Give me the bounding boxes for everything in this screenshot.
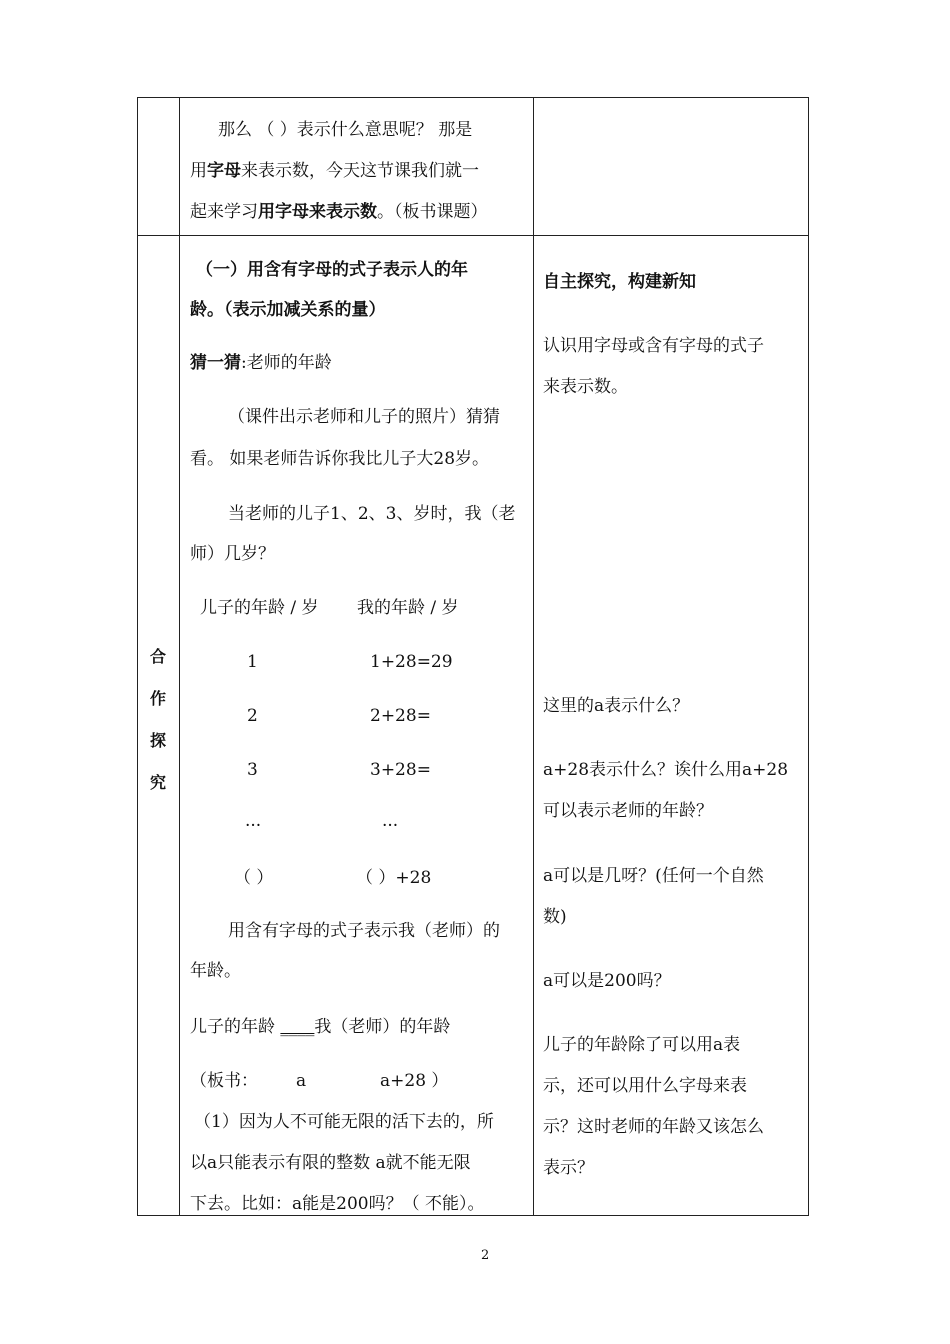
notes-question: a可以是200吗？ [543, 971, 671, 991]
page-number: 2 [481, 1248, 490, 1263]
notes-question: a可以是几呀？(任何一个自然 [543, 866, 764, 886]
age-table-me-cell: 2+28= [370, 706, 431, 726]
guess-label: 猜一猜 [190, 353, 241, 373]
table-right-border [808, 97, 809, 1216]
age-table-header-me: 我的年龄 / 岁 [357, 598, 459, 618]
intro-emphasis: 字母 [207, 161, 241, 181]
section-heading: （一）用含有字母的式子表示人的年 [196, 260, 468, 280]
notes-question: 示，还可以用什么字母来表 [543, 1076, 747, 1096]
notes-question: a+28表示什么？诶什么用a+28 [543, 760, 789, 780]
notes-question: 儿子的年龄除了可以用a表 [543, 1035, 741, 1055]
intro-text: 起来学习 [190, 202, 258, 222]
guess-line [190, 351, 332, 375]
notes-title: 自主探究，构建新知 [543, 272, 696, 292]
guess-text: :老师的年龄 [241, 353, 332, 373]
section-label-char: 探 [150, 731, 167, 750]
board-letter: a [296, 1071, 307, 1091]
relation-line [190, 1015, 450, 1039]
notes-line: 来表示数。 [543, 377, 628, 397]
section-label-char: 究 [150, 773, 167, 792]
age-table-son-cell: （ ） [234, 868, 274, 888]
notes-question: 这里的a表示什么？ [543, 696, 690, 716]
notes-question: 可以表示老师的年龄？ [543, 801, 713, 821]
board-label: （板书： [190, 1071, 258, 1091]
paragraph-line: 当老师的儿子1、2、3、岁时，我（老 [228, 504, 516, 524]
column-divider-2 [533, 97, 534, 1216]
paragraph-line: 用含有字母的式子表示我（老师）的 [228, 921, 500, 941]
age-table-son-cell: 2 [247, 706, 258, 726]
intro-line-1: 那么 （ ）表示什么意思呢？ 那是 [218, 120, 473, 140]
board-expression: a+28 ） [380, 1071, 449, 1091]
paragraph-line: （1）因为人不可能无限的活下去的，所 [194, 1112, 494, 1132]
notes-question: 示？这时老师的年龄又该怎么 [543, 1117, 764, 1137]
relation-text: 儿子的年龄 [190, 1017, 281, 1037]
relation-blank: ____ [280, 1017, 315, 1037]
column-divider-1 [179, 97, 180, 1216]
paragraph-line: 看。 如果老师告诉你我比儿子大28岁。 [190, 449, 490, 469]
age-table-header-son: 儿子的年龄 / 岁 [200, 598, 319, 618]
row-divider [137, 235, 809, 236]
age-table-me-cell: 1+28=29 [370, 652, 453, 672]
section-label-char: 作 [150, 689, 167, 708]
notes-question: 表示？ [543, 1158, 594, 1178]
intro-line-2 [190, 159, 479, 183]
paragraph-line: 以a只能表示有限的整数 a就不能无限 [190, 1153, 471, 1173]
intro-line-3 [190, 200, 488, 224]
notes-line: 认识用字母或含有字母的式子 [543, 336, 764, 356]
section-label-char: 合 [150, 647, 167, 666]
table-top-border [137, 97, 809, 98]
age-table-me-cell: 3+28= [370, 760, 431, 780]
age-table-son-cell: 3 [247, 760, 258, 780]
intro-emphasis: 用字母来表示数 [258, 202, 377, 222]
paragraph-line: 下去。比如：a能是200吗？（ 不能）。 [190, 1194, 485, 1214]
age-table-son-cell: ··· [245, 816, 262, 836]
table-left-border [137, 97, 138, 1216]
paragraph-line: 师）几岁？ [190, 544, 275, 564]
notes-question: 数) [543, 907, 567, 927]
age-table-son-cell: 1 [247, 652, 258, 672]
intro-text: 用 [190, 161, 207, 181]
age-table-me-cell: （ ）+28 [356, 868, 432, 888]
age-table-me-cell: ··· [382, 816, 399, 836]
intro-text: 。（板书课题） [377, 202, 488, 222]
intro-text: 来表示数，今天这节课我们就一 [241, 161, 479, 181]
relation-text: 我（老师）的年龄 [314, 1017, 451, 1037]
paragraph-line: 年龄。 [190, 961, 241, 981]
paragraph-line: （课件出示老师和儿子的照片）猜猜 [228, 407, 500, 427]
section-heading: 龄。（表示加减关系的量） [190, 300, 386, 320]
